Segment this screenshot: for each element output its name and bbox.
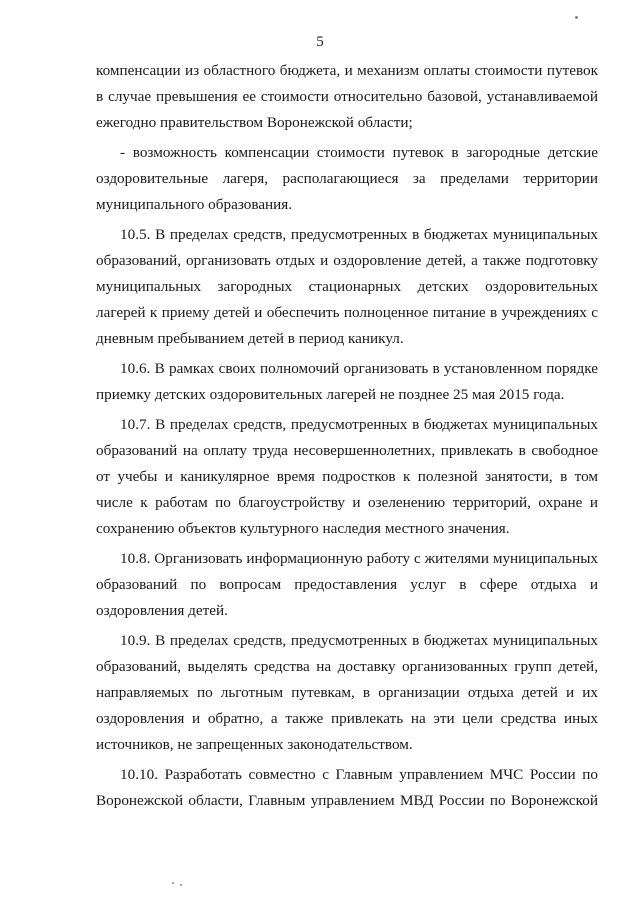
- paragraph-10-5: 10.5. В пределах средств, предусмотренных в бюджетах муниципальных образований, организовать отдых и оздоровление детей, а также подготовку муниципальных загородных стационарных детских оздоровительных лагерей к приему детей и обеспечить полноценное питание в учреждениях с дневным пребыванием детей в период каникул.: [96, 226, 598, 347]
- paragraph-10-10: 10.10. Разработать совместно с Главным управлением МЧС России по Воронежской области, Главным управлением МВД России по Воронежской: [96, 766, 598, 809]
- scan-speck: [172, 882, 174, 884]
- scan-speck: [575, 16, 578, 19]
- paragraph-10-6: 10.6. В рамках своих полномочий организовать в установленном порядке приемку детских оздоровительных лагерей не позднее 25 мая 2015 года.: [96, 360, 598, 403]
- paragraph-10-8: 10.8. Организовать информационную работу с жителями муниципальных образований по вопросам предоставления услуг в сфере отдыха и оздоровления детей.: [96, 550, 598, 619]
- paragraph-10-9: 10.9. В пределах средств, предусмотренных в бюджетах муниципальных образований, выделять средства на доставку организованных групп детей, направляемых по льготным путевкам, в организации отдыха детей и их оздоровления и обратно, а также привлекать на эти цели средства иных источников, не запрещенных законодательством.: [96, 632, 598, 753]
- paragraph-continuation: компенсации из областного бюджета, и механизм оплаты стоимости путевок в случае превышения ее стоимости относительно базовой, устанавливаемой ежегодно правительством Воронежской области;: [96, 62, 598, 131]
- document-body: [96, 58, 598, 818]
- scan-speck: [180, 884, 182, 886]
- paragraph-10-7: 10.7. В пределах средств, предусмотренных в бюджетах муниципальных образований на оплату труда несовершеннолетних, привлекать в свободное от учебы и каникулярное время подростков к полезной занятости, в том числе к работам по благоустройству и озеленению территорий, охране и сохранению объектов культурного наследия местного значения.: [96, 416, 598, 537]
- page-number: 5: [316, 34, 324, 50]
- paragraph-bullet: - возможность компенсации стоимости путевок в загородные детские оздоровительные лагеря, располагающиеся за пределами территории муниципального образования.: [96, 144, 598, 213]
